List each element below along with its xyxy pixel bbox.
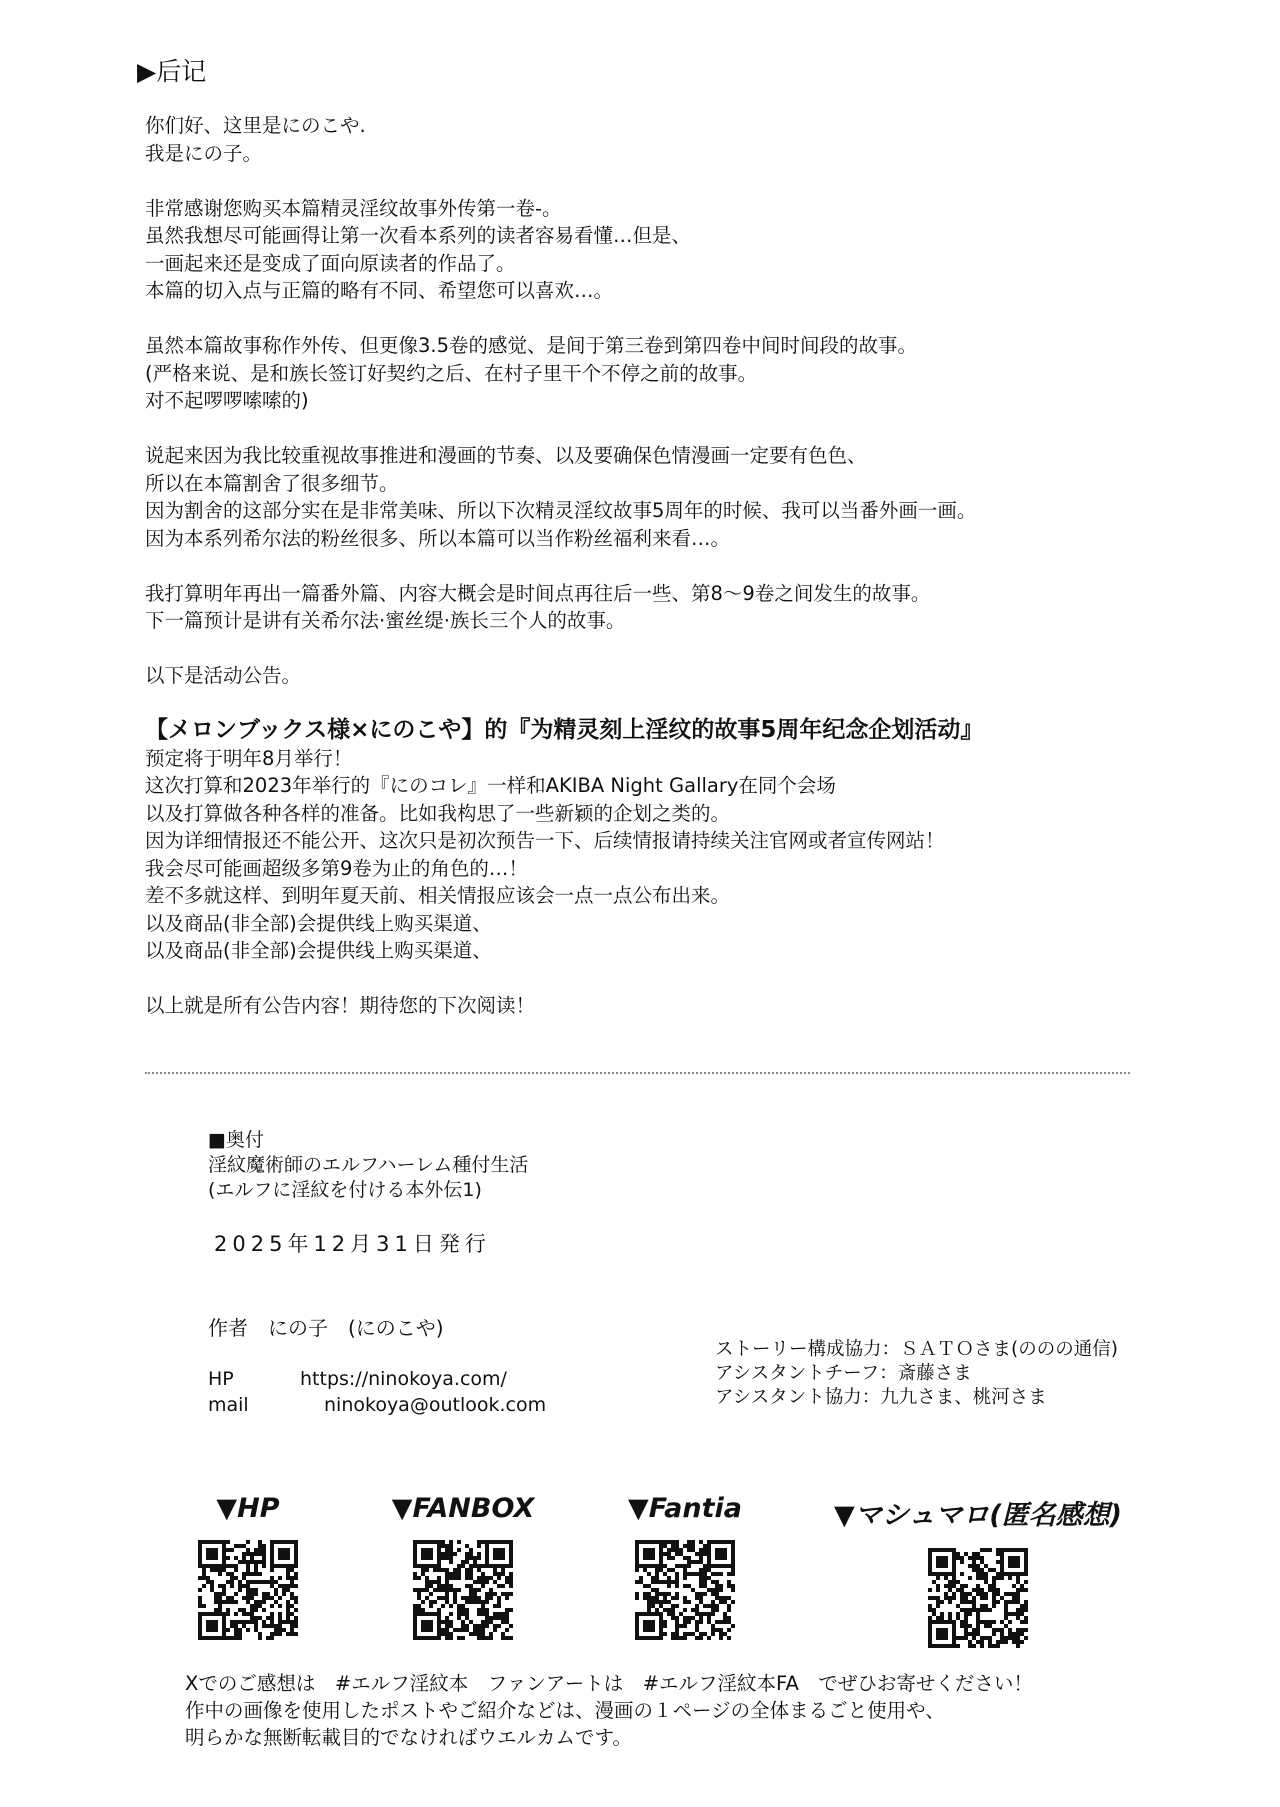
afterword-line: 我打算明年再出一篇番外篇、内容大概会是时间点再往后一些、第8～9卷之间发生的故事。 [145, 581, 931, 605]
qr-code-hp-icon [198, 1540, 298, 1640]
afterword-line: 虽然本篇故事称作外传、但更像3.5卷的感觉、是间于第三卷到第四卷中间时间段的故事。 [145, 334, 918, 357]
publication-date: 2025年12月31日発行 [214, 1232, 491, 1256]
blank-line [145, 305, 983, 333]
colophon-subtitle: (エルフに淫紋を付ける本外伝1) [208, 1179, 482, 1201]
footer-line-welcome: 明らかな無断転載目的でなければウエルカムです。 [185, 1726, 632, 1749]
afterword-line: 我是にの子。 [145, 141, 263, 165]
qr-fanbox[interactable] [368, 1493, 558, 1644]
announcement-line: 这次打算和2023年举行的『にのコレ』一样和AKIBA Night Gallary在同个会场 [145, 774, 836, 797]
afterword-line: 一画起来还是变成了面向原读者的作品了。 [145, 251, 516, 275]
mail-link[interactable]: ninokoya@outlook.com [324, 1394, 547, 1416]
credit-story: ストーリー構成協力：ＳＡＴＯさま(ののの通信) [715, 1339, 1118, 1360]
colophon-title: 淫紋魔術師のエルフハーレム種付生活 [208, 1154, 529, 1176]
qr-marshmallow[interactable] [808, 1493, 1148, 1652]
blank-line [145, 635, 983, 663]
footer-line-usage: 作中の画像を使用したポストやご紹介などは、漫画の１ページの全体まるごと使用や、 [185, 1699, 945, 1722]
qr-code-fanbox-icon [413, 1540, 513, 1640]
qr-code-marshmallow-icon [928, 1548, 1028, 1648]
qr-hp[interactable] [168, 1493, 328, 1644]
afterword-line: 虽然我想尽可能画得让第一次看本系列的读者容易看懂…但是、 [145, 224, 692, 247]
colophon [208, 1128, 528, 1203]
afterword-body [145, 112, 983, 1020]
qr-fanbox-label: ▼FANBOX [391, 1493, 535, 1524]
announcement-line: 以上就是所有公告内容！期待您的下次阅读！ [145, 994, 536, 1017]
colophon-label: ■奥付 [208, 1129, 264, 1151]
announcement-title: 【メロンブックス様×にのこや】的『为精灵刻上淫纹的故事5周年纪念企划活动』 [145, 717, 984, 743]
qr-fantia[interactable] [595, 1493, 775, 1644]
afterword-line: (严格来说、是和族长签订好契约之后、在村子里干个不停之前的故事。 [145, 361, 758, 385]
staff-credits [715, 1338, 1118, 1410]
afterword-line: 说起来因为我比较重视故事推进和漫画的节奏、以及要确保色情漫画一定要有色色、 [145, 444, 867, 467]
credit-assistant-chief: アシスタントチーフ：斎藤さま [715, 1363, 972, 1384]
mail-label: mail [208, 1394, 249, 1416]
hp-label: HP [208, 1368, 234, 1390]
afterword-line: 对不起啰啰嗦嗦的) [145, 389, 309, 412]
credit-assistants: アシスタント協力：九九さま、桃河さま [715, 1387, 1047, 1408]
afterword-line: 所以在本篇割舍了很多细节。 [145, 471, 399, 495]
afterword-line: 以下是活动公告。 [145, 664, 302, 687]
afterword-heading: ▶后记 [137, 57, 207, 86]
blank-line [145, 552, 983, 580]
contact-links [208, 1366, 546, 1418]
qr-hp-label: ▼HP [216, 1493, 280, 1524]
blank-line [145, 690, 983, 718]
hp-link[interactable]: https://ninokoya.com/ [300, 1368, 507, 1390]
afterword-line: 非常感谢您购买本篇精灵淫纹故事外传第一卷-。 [145, 196, 562, 220]
announcement-line: 我会尽可能画超级多第9卷为止的角色的…！ [145, 856, 528, 880]
afterword-line: 因为割舍的这部分实在是非常美味、所以下次精灵淫纹故事5周年的时候、我可以当番外画一画。 [145, 499, 977, 522]
announcement-line: 以及商品(非全部)会提供线上购买渠道、 [145, 939, 492, 962]
afterword-line: 因为本系列希尔法的粉丝很多、所以本篇可以当作粉丝福利来看…。 [145, 526, 731, 550]
author-line: 作者 にの子 (にのこや) [208, 1316, 444, 1340]
footer-notes [185, 1670, 1033, 1751]
announcement-line: 以及打算做各种各样的准备。比如我构思了一些新颖的企划之类的。 [145, 801, 731, 825]
section-divider [145, 1072, 1130, 1074]
afterword-line: 下一篇预计是讲有关希尔法·蜜丝缇·族长三个人的故事。 [145, 609, 626, 632]
qr-marshmallow-label: ▼マシュマロ(匿名感想) [834, 1500, 1122, 1531]
announcement-line: 差不多就这样、到明年夏天前、相关情报应该会一点一点公布出来。 [145, 884, 731, 907]
afterword-line: 你们好、这里是にのこや. [145, 114, 366, 137]
blank-line [145, 965, 983, 993]
qr-fantia-label: ▼Fantia [628, 1493, 742, 1524]
afterword-line: 本篇的切入点与正篇的略有不同、希望您可以喜欢…。 [145, 279, 614, 302]
announcement-line: 预定将于明年8月举行！ [145, 746, 353, 770]
blank-line [145, 167, 983, 195]
footer-line-hashtags: Xでのご感想は #エルフ淫紋本 ファンアートは #エルフ淫紋本FA でぜひお寄せください！ [185, 1672, 1033, 1695]
announcement-line: 以及商品(非全部)会提供线上购买渠道、 [145, 911, 492, 935]
announcement-line: 因为详细情报还不能公开、这次只是初次预告一下、后续情报请持续关注官网或者宣传网站！ [145, 829, 945, 852]
qr-code-fantia-icon [635, 1540, 735, 1640]
blank-line [145, 415, 983, 443]
